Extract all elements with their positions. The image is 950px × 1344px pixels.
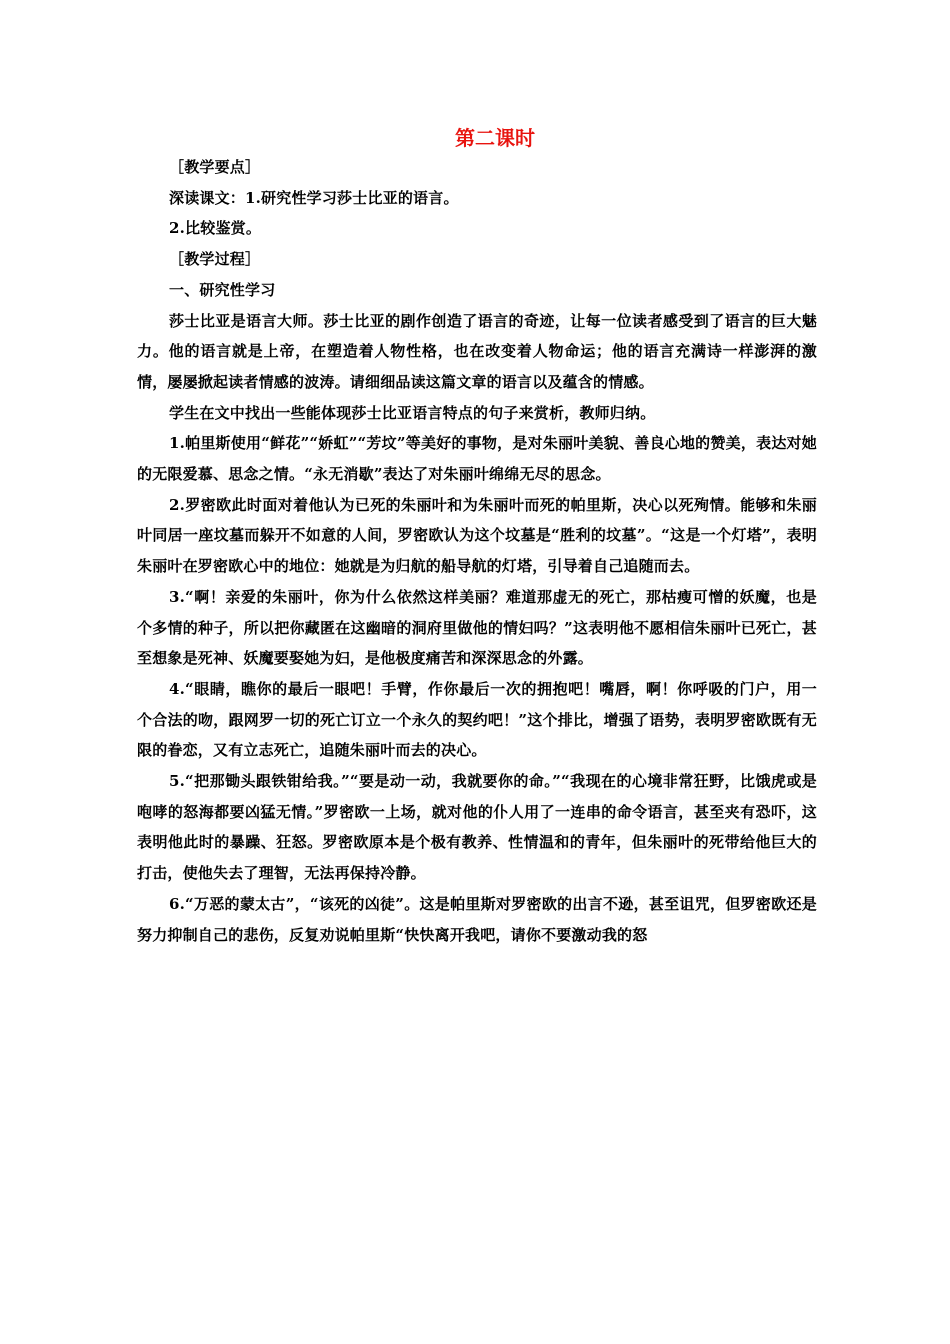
paragraph: 6.“万恶的蒙太古”，“该死的凶徒”。这是帕里斯对罗密欧的出言不逊，甚至诅咒，但罗密欧还是努力抑制自己的悲伤，反复劝说帕里斯“快快离开我吧，请你不要激动我的怒 (137, 894, 817, 944)
section-heading-research-study: 一、研究性学习 (169, 280, 276, 299)
page-title: 第二课时 (455, 126, 535, 150)
section-heading-teaching-process: ［教学过程］ (169, 250, 261, 269)
paragraph: 学生在文中找出一些能体现莎士比亚语言特点的句子来赏析，教师归纳。 (169, 403, 656, 422)
document-body (137, 152, 817, 950)
paragraph: 4.“眼睛，瞧你的最后一眼吧！手臂，作你最后一次的拥抱吧！嘴唇，啊！你呼吸的门户，用一个合法的吻，跟网罗一切的死亡订立一个永久的契约吧！”这个排比，增强了语势，表明罗密欧既有无限的眷恋，又有立志死亡，追随朱丽叶而去的决心。 (137, 679, 817, 760)
paragraph: 2.罗密欧此时面对着他认为已死的朱丽叶和为朱丽叶而死的帕里斯，决心以死殉情。能够和朱丽叶同居一座坟墓而躲开不如意的人间，罗密欧认为这个坟墓是“胜利的坟墓”。“这是一个灯塔”，表明朱丽叶在罗密欧心中的地位：她就是为归航的船导航的灯塔，引导着自己追随而去。 (137, 495, 817, 576)
paragraph: 3.“啊！亲爱的朱丽叶，你为什么依然这样美丽？难道那虚无的死亡，那枯瘦可憎的妖魔，也是个多情的种子，所以把你藏匿在这幽暗的洞府里做他的情妇吗？”这表明他不愿相信朱丽叶已死亡，甚至想象是死神、妖魔要娶她为妇，是他极度痛苦和深深思念的外露。 (137, 587, 817, 668)
section-heading-teaching-points: ［教学要点］ (169, 158, 261, 176)
paragraph: 2.比较鉴赏。 (169, 219, 262, 238)
paragraph: 深读课文：1.研究性学习莎士比亚的语言。 (169, 188, 459, 207)
paragraph: 5.“把那锄头跟铁钳给我。”“要是动一动，我就要你的命。”“我现在的心境非常狂野，比饿虎或是咆哮的怒海都要凶猛无情。”罗密欧一上场，就对他的仆人用了一连串的命令语言，甚至夹有恐吓，这表明他此时的暴躁、狂怒。罗密欧原本是个极有教养、性情温和的青年，但朱丽叶的死带给他巨大的打击，使他失去了理智，无法再保持冷静。 (137, 772, 817, 883)
paragraph: 莎士比亚是语言大师。莎士比亚的剧作创造了语言的奇迹，让每一位读者感受到了语言的巨大魅力。他的语言就是上帝，在塑造着人物性格，也在改变着人物命运；他的语言充满诗一样澎湃的激情，屡屡掀起读者情感的波涛。请细细品读这篇文章的语言以及蕴含的情感。 (137, 311, 817, 391)
paragraph: 1.帕里斯使用“鲜花”“娇虹”“芳坟”等美好的事物，是对朱丽叶美貌、善良心地的赞美，表达对她的无限爱慕、思念之情。“永无消歇”表达了对朱丽叶绵绵无尽的思念。 (137, 434, 817, 484)
